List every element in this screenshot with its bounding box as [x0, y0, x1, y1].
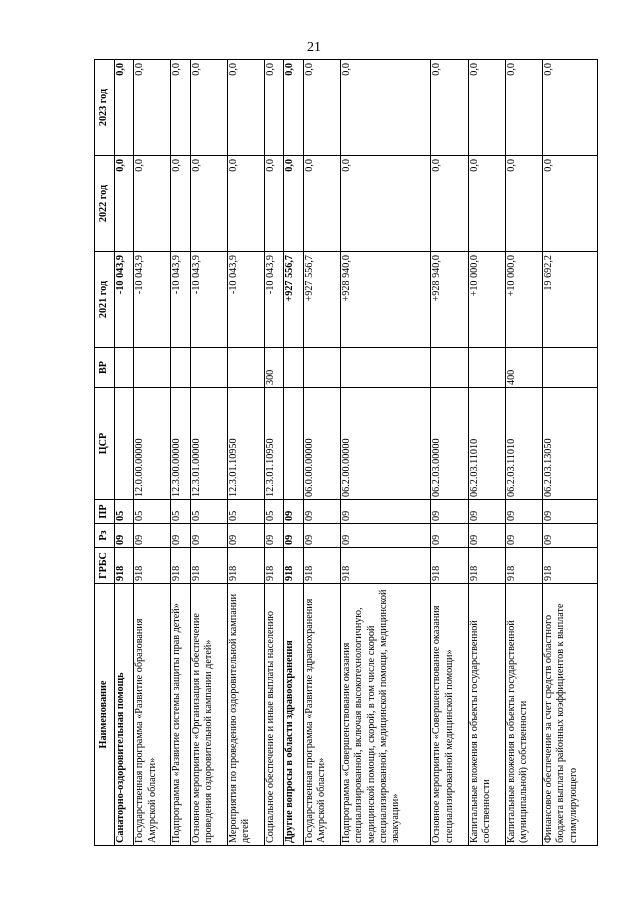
cell-name: Финансовое обеспечение за счет средств областного бюджета выплаты районных коэффициентов к выплате стимулирующего	[542, 584, 597, 846]
cell-pr: 05	[134, 500, 171, 524]
cell-grbs: 918	[171, 548, 190, 584]
table-row	[134, 60, 171, 846]
table-row	[303, 60, 340, 846]
table-row	[284, 60, 303, 846]
cell-name: Санаторно-оздоровительная помощь	[115, 584, 134, 846]
cell-grbs: 918	[505, 548, 542, 584]
cell-2022: 0,0	[284, 156, 303, 252]
header-2021: 2021 год	[95, 252, 115, 348]
cell-name: Социальное обеспечение и иные выплаты населению	[264, 584, 283, 846]
cell-rz: 09	[303, 524, 340, 548]
header-name: Наименование	[95, 584, 115, 846]
cell-vr	[190, 348, 227, 388]
cell-rz: 09	[171, 524, 190, 548]
cell-2022: 0,0	[505, 156, 542, 252]
cell-2022: 0,0	[303, 156, 340, 252]
cell-pr: 09	[542, 500, 597, 524]
cell-2023: 0,0	[303, 60, 340, 156]
cell-csr: 12.3.01.00000	[190, 388, 227, 500]
cell-2021: -10 043,9	[227, 252, 264, 348]
cell-vr: 400	[505, 348, 542, 388]
cell-pr: 05	[115, 500, 134, 524]
cell-name: Подпрограмма «Развитие системы защиты прав детей»	[171, 584, 190, 846]
cell-2023: 0,0	[227, 60, 264, 156]
header-row	[95, 60, 115, 846]
cell-2022: 0,0	[431, 156, 468, 252]
cell-pr: 09	[431, 500, 468, 524]
cell-grbs: 918	[115, 548, 134, 584]
cell-2021: +10 000,0	[468, 252, 505, 348]
cell-2023: 0,0	[542, 60, 597, 156]
cell-pr: 05	[190, 500, 227, 524]
cell-rz: 09	[542, 524, 597, 548]
cell-rz: 09	[190, 524, 227, 548]
cell-rz: 09	[284, 524, 303, 548]
cell-grbs: 918	[431, 548, 468, 584]
cell-rz: 09	[431, 524, 468, 548]
cell-vr	[468, 348, 505, 388]
cell-2022: 0,0	[264, 156, 283, 252]
cell-name: Капитальные вложения в объекты государственной собственности	[468, 584, 505, 846]
cell-2022: 0,0	[190, 156, 227, 252]
cell-vr	[340, 348, 431, 388]
cell-vr	[171, 348, 190, 388]
cell-name: Подпрограмма «Совершенствование оказания специализированной, включая высокотехнологичную, медицинской помощи, скорой, в том числе скорой специализированной, медицинской помощи, медицинской эвакуации»	[340, 584, 431, 846]
table-row	[171, 60, 190, 846]
table-row	[264, 60, 283, 846]
table-row	[227, 60, 264, 846]
cell-2022: 0,0	[115, 156, 134, 252]
cell-vr	[542, 348, 597, 388]
cell-2023: 0,0	[115, 60, 134, 156]
cell-2021: +927 556,7	[303, 252, 340, 348]
cell-vr	[227, 348, 264, 388]
cell-name: Другие вопросы в области здравоохранения	[284, 584, 303, 846]
cell-2021: -10 043,9	[134, 252, 171, 348]
cell-2022: 0,0	[468, 156, 505, 252]
cell-csr: 12.3.00.00000	[171, 388, 190, 500]
cell-vr	[431, 348, 468, 388]
header-2023: 2023 год	[95, 60, 115, 156]
cell-2021: -10 043,9	[190, 252, 227, 348]
cell-2021: +10 000,0	[505, 252, 542, 348]
cell-rz: 09	[227, 524, 264, 548]
cell-csr: 06.2.03.00000	[431, 388, 468, 500]
table-row	[115, 60, 134, 846]
cell-2023: 0,0	[284, 60, 303, 156]
cell-name: Основное мероприятие «Организация и обеспечение проведения оздоровительной кампании детей»	[190, 584, 227, 846]
cell-rz: 09	[134, 524, 171, 548]
header-vr: ВР	[95, 348, 115, 388]
table-row	[340, 60, 431, 846]
cell-grbs: 918	[340, 548, 431, 584]
cell-name: Государственная программа «Развитие образования Амурской области»	[134, 584, 171, 846]
cell-2021: -10 043,9	[264, 252, 283, 348]
cell-csr	[115, 388, 134, 500]
cell-2021: -10 043,9	[115, 252, 134, 348]
cell-csr: 12.3.01.10950	[264, 388, 283, 500]
cell-name: Капитальные вложения в объекты государственной (муниципальной) собственности	[505, 584, 542, 846]
cell-csr: 06.2.00.00000	[340, 388, 431, 500]
cell-2022: 0,0	[227, 156, 264, 252]
header-rz: Рз	[95, 524, 115, 548]
table-row	[468, 60, 505, 846]
header-grbs: ГРБС	[95, 548, 115, 584]
table-row	[542, 60, 597, 846]
header-pr: ПР	[95, 500, 115, 524]
cell-pr: 05	[227, 500, 264, 524]
cell-2021: 19 692,2	[542, 252, 597, 348]
cell-2023: 0,0	[505, 60, 542, 156]
cell-2022: 0,0	[340, 156, 431, 252]
cell-2021: +928 940,0	[431, 252, 468, 348]
cell-rz: 09	[115, 524, 134, 548]
cell-pr: 05	[171, 500, 190, 524]
cell-grbs: 918	[227, 548, 264, 584]
table-row	[505, 60, 542, 846]
header-csr: ЦСР	[95, 388, 115, 500]
cell-pr: 05	[264, 500, 283, 524]
cell-csr: 06.2.03.11010	[505, 388, 542, 500]
cell-pr: 09	[303, 500, 340, 524]
cell-2023: 0,0	[264, 60, 283, 156]
cell-pr: 09	[284, 500, 303, 524]
cell-2021: +927 556,7	[284, 252, 303, 348]
cell-csr	[284, 388, 303, 500]
cell-2023: 0,0	[134, 60, 171, 156]
cell-2022: 0,0	[542, 156, 597, 252]
cell-2023: 0,0	[171, 60, 190, 156]
cell-vr	[115, 348, 134, 388]
cell-2023: 0,0	[190, 60, 227, 156]
cell-pr: 09	[340, 500, 431, 524]
cell-csr: 06.0.00.00000	[303, 388, 340, 500]
cell-rz: 09	[468, 524, 505, 548]
header-2022: 2022 год	[95, 156, 115, 252]
table-row	[431, 60, 468, 846]
cell-vr: 300	[264, 348, 283, 388]
cell-rz: 09	[264, 524, 283, 548]
cell-csr: 12.3.01.10950	[227, 388, 264, 500]
cell-2023: 0,0	[340, 60, 431, 156]
cell-rz: 09	[340, 524, 431, 548]
cell-grbs: 918	[134, 548, 171, 584]
cell-2021: -10 043,9	[171, 252, 190, 348]
cell-rz: 09	[505, 524, 542, 548]
rotated-table-area	[94, 60, 598, 846]
cell-csr: 06.2.03.11010	[468, 388, 505, 500]
cell-2022: 0,0	[171, 156, 190, 252]
cell-pr: 09	[505, 500, 542, 524]
cell-2023: 0,0	[431, 60, 468, 156]
cell-csr: 06.2.03.13050	[542, 388, 597, 500]
cell-name: Мероприятия по проведению оздоровительной кампании детей	[227, 584, 264, 846]
cell-2021: +928 940,0	[340, 252, 431, 348]
cell-grbs: 918	[468, 548, 505, 584]
cell-vr	[284, 348, 303, 388]
cell-grbs: 918	[190, 548, 227, 584]
cell-vr	[134, 348, 171, 388]
cell-grbs: 918	[284, 548, 303, 584]
cell-name: Государственная программа «Развитие здравоохранения Амурской области»	[303, 584, 340, 846]
cell-name: Основное мероприятие «Совершенствование оказания специализированной медицинской помощи»	[431, 584, 468, 846]
cell-vr	[303, 348, 340, 388]
cell-2023: 0,0	[468, 60, 505, 156]
table-row	[190, 60, 227, 846]
cell-pr: 09	[468, 500, 505, 524]
cell-grbs: 918	[264, 548, 283, 584]
cell-csr: 12.0.00.00000	[134, 388, 171, 500]
cell-2022: 0,0	[134, 156, 171, 252]
budget-table	[94, 59, 598, 846]
cell-grbs: 918	[303, 548, 340, 584]
page-number: 21	[307, 40, 321, 55]
cell-grbs: 918	[542, 548, 597, 584]
